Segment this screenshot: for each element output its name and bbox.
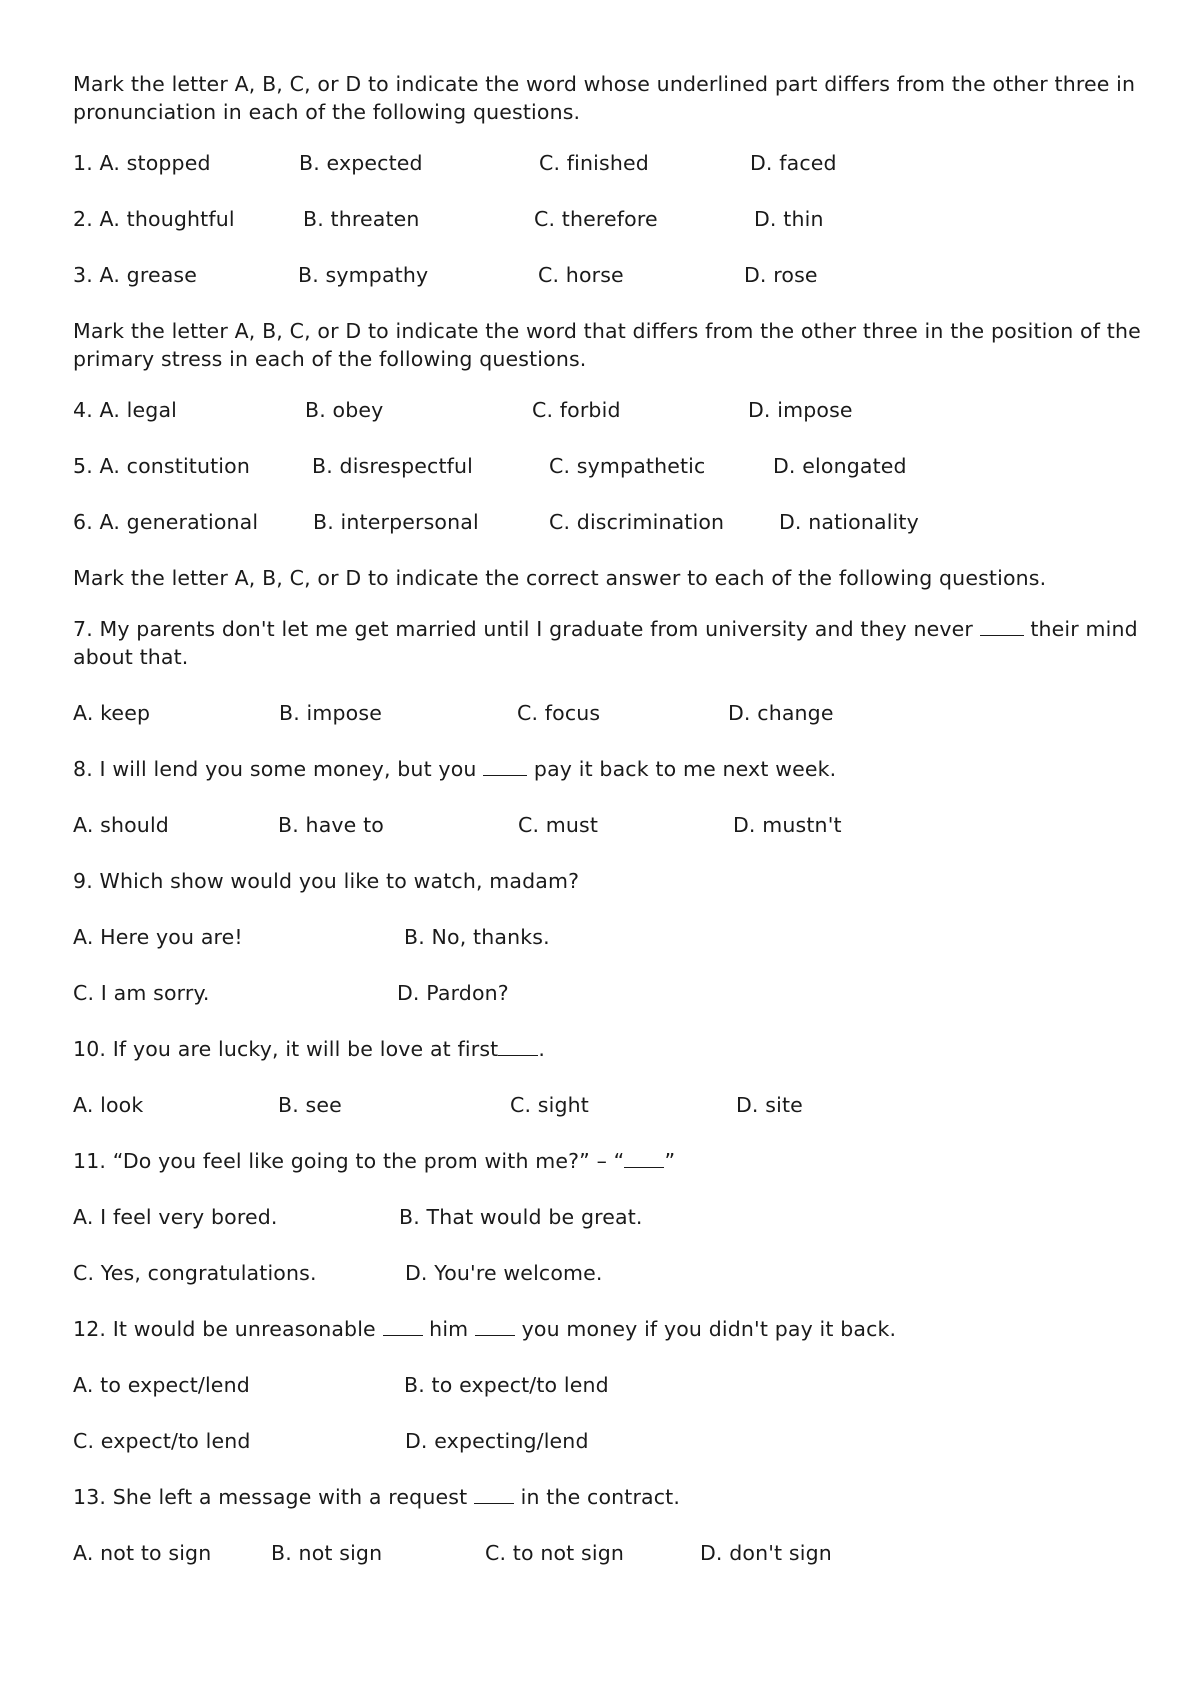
q4-option-c: C. forbid [532,398,621,422]
question-12-options-row-1 [73,1371,1140,1399]
question-10-stem [73,1035,1143,1063]
q2-option-b: B. threaten [303,207,420,231]
question-11-options-row-2 [73,1259,1140,1287]
q8-stem-part-1: 8. I will lend you some money, but you [73,757,477,781]
q3-option-b: B. sympathy [298,263,429,287]
q11-option-c: C. Yes, congratulations. [73,1261,317,1285]
q7-stem-part-2: their mind about that. [73,617,1138,669]
q9-option-a: A. Here you are! [73,925,243,949]
q12-stem-part-1: 12. It would be unreasonable [73,1317,376,1341]
q13-option-c: C. to not sign [485,1541,625,1565]
q10-blank [498,1037,538,1056]
q10-option-c: C. sight [510,1093,589,1117]
question-1-options [73,149,1140,177]
question-13-stem [73,1483,1143,1511]
question-9-options-row-2 [73,979,1140,1007]
q8-stem-part-2: pay it back to me next week. [533,757,837,781]
question-13-options [73,1539,1140,1567]
q13-option-a: A. not to sign [73,1541,212,1565]
q12-stem-part-2: him [429,1317,469,1341]
q12-stem-part-3: you money if you didn't pay it back. [521,1317,897,1341]
q6-option-b: B. interpersonal [313,510,479,534]
q12-option-b: B. to expect/to lend [404,1373,609,1397]
q9-option-b: B. No, thanks. [404,925,550,949]
q4-option-b: B. obey [305,398,384,422]
q13-option-b: B. not sign [271,1541,383,1565]
q13-option-d: D. don't sign [700,1541,832,1565]
q3-option-a: 3. A. grease [73,263,198,287]
q9-option-c: C. I am sorry. [73,981,210,1005]
instruction-stress: Mark the letter A, B, C, or D to indicate the word that differs from the other three in the position of the primary stress in each of the following questions. [73,319,1141,371]
q8-blank [483,757,527,776]
question-12-stem [73,1315,1143,1343]
q6-option-a: 6. A. generational [73,510,259,534]
q2-option-a: 2. A. thoughtful [73,207,235,231]
question-6-options [73,508,1140,536]
q10-option-d: D. site [736,1093,803,1117]
q11-stem-part-2: ” [664,1149,676,1173]
q5-option-b: B. disrespectful [312,454,473,478]
question-4-options [73,396,1140,424]
q4-option-d: D. impose [748,398,853,422]
q8-option-d: D. mustn't [733,813,842,837]
question-3-options [73,261,1140,289]
q11-option-b: B. That would be great. [399,1205,643,1229]
q5-option-d: D. elongated [773,454,907,478]
q11-stem-part-1: 11. “Do you feel like going to the prom with me?” – “ [73,1149,625,1173]
q12-option-a: A. to expect/lend [73,1373,250,1397]
question-11-options-row-1 [73,1203,1140,1231]
q2-option-d: D. thin [754,207,824,231]
q9-option-d: D. Pardon? [397,981,509,1005]
q13-blank [474,1485,514,1504]
q7-option-b: B. impose [279,701,382,725]
q7-option-d: D. change [728,701,834,725]
question-12-options-row-2 [73,1427,1140,1455]
q6-option-c: C. discrimination [549,510,725,534]
question-8-options [73,811,1140,839]
q3-option-c: C. horse [538,263,624,287]
q10-option-b: B. see [278,1093,342,1117]
q11-blank [624,1149,664,1168]
q8-option-c: C. must [518,813,599,837]
q13-stem-part-1: 13. She left a message with a request [73,1485,468,1509]
q12-blank-1 [383,1317,423,1336]
q4-option-a: 4. A. legal [73,398,177,422]
q5-option-c: C. sympathetic [549,454,706,478]
q6-option-d: D. nationality [779,510,919,534]
q1-option-c: C. finished [539,151,649,175]
q7-option-a: A. keep [73,701,151,725]
q12-blank-2 [475,1317,515,1336]
q11-option-d: D. You're welcome. [405,1261,603,1285]
q3-option-d: D. rose [744,263,818,287]
q10-stem-part-2: . [538,1037,546,1061]
q5-option-a: 5. A. constitution [73,454,250,478]
question-7-options [73,699,1140,727]
instruction-correct-answer: Mark the letter A, B, C, or D to indicate the correct answer to each of the following questions. [73,566,1047,590]
question-9-stem: 9. Which show would you like to watch, madam? [73,869,580,893]
q13-stem-part-2: in the contract. [520,1485,681,1509]
q8-option-b: B. have to [278,813,384,837]
q12-option-d: D. expecting/lend [405,1429,589,1453]
instruction-pronunciation: Mark the letter A, B, C, or D to indicate the word whose underlined part differs from the other three in pronunciation in each of the following questions. [73,72,1136,124]
q1-option-d: D. faced [750,151,837,175]
question-2-options [73,205,1140,233]
q11-option-a: A. I feel very bored. [73,1205,278,1229]
q8-option-a: A. should [73,813,169,837]
q10-option-a: A. look [73,1093,144,1117]
question-11-stem [73,1147,1143,1175]
q1-option-b: B. expected [299,151,423,175]
q10-stem-part-1: 10. If you are lucky, it will be love at first [73,1037,499,1061]
question-8-stem [73,755,1143,783]
question-7-stem [73,615,1143,671]
question-5-options [73,452,1140,480]
q12-option-c: C. expect/to lend [73,1429,251,1453]
q1-option-a: 1. A. stopped [73,151,211,175]
q7-blank [980,617,1024,636]
q7-option-c: C. focus [517,701,601,725]
question-10-options [73,1091,1140,1119]
q2-option-c: C. therefore [534,207,658,231]
q7-stem-part-1: 7. My parents don't let me get married until I graduate from university and they never [73,617,973,641]
question-9-options-row-1 [73,923,1140,951]
